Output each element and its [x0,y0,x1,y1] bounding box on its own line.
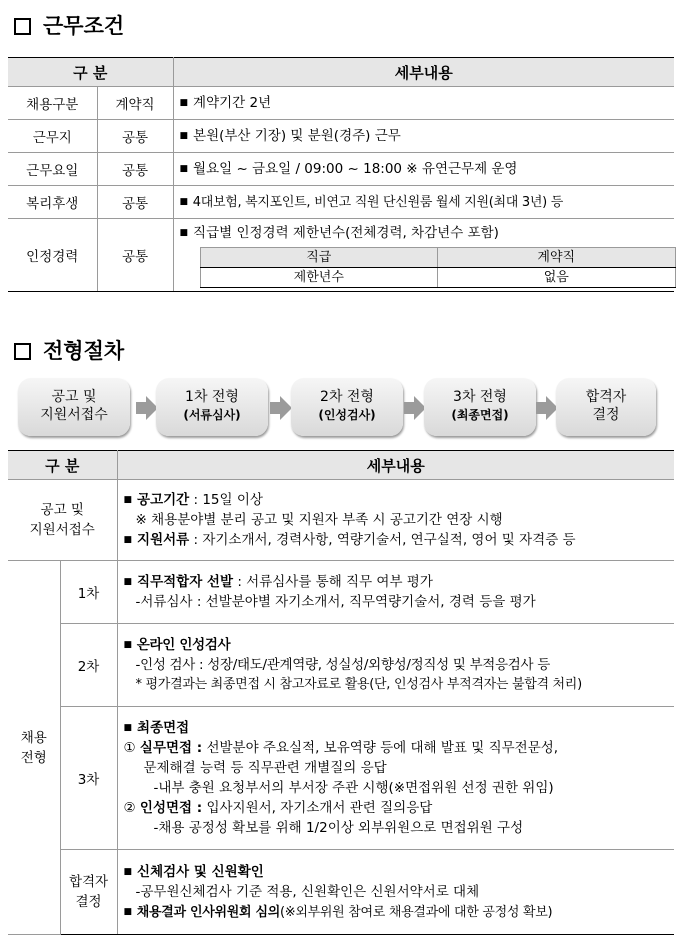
flow-step-line2: 지원서접수 [40,407,108,423]
table-row [8,186,674,219]
row-category: 근무지 [8,120,97,153]
header-category: 구 분 [8,58,173,87]
detail-bold: 지원서류 [137,532,190,548]
stage-label-line1: 합격자 [68,874,109,890]
row-detail [173,120,674,153]
arrow-right-icon [136,396,158,420]
group-category-line2: 전형 [20,749,47,766]
detail-line [124,862,675,882]
row-sub: 공통 [97,153,173,186]
row-category: 인정경력 [8,219,97,292]
row-detail-text: 계약기간 2년 [193,94,272,111]
row-detail [117,850,674,935]
detail-bold: 채용결과 인사위원회 심의 [136,904,281,920]
detail-line [124,798,675,818]
detail-text: (※외부위원 참여로 채용결과에 대한 공정성 확보) [280,904,553,920]
detail-text: 입사지원서, 자기소개서 관련 질의응답 [202,800,433,816]
detail-line [124,738,675,758]
row-sub: 계약직 [97,87,173,120]
flow-step-line2: (최종면접) [451,408,509,422]
square-icon [14,343,31,360]
flow-step-line2: 결정 [592,407,620,423]
detail-text: 선발분야 주요실적, 보유역량 등에 대해 발표 및 직무전문성, [202,740,559,756]
bullet-icon: ■ [179,130,189,141]
bullet-icon: ■ [179,196,188,207]
table-row [8,87,674,120]
flow-step [424,378,536,436]
bullet-icon: ■ [123,906,132,917]
subtable-header: 계약직 [438,248,676,268]
detail-line: -채용 공정성 확보를 위해 1/2이상 외부위원으로 면접위원 구성 [153,820,524,836]
detail-line [124,530,675,550]
detail-bold: 신체검사 및 신원확인 [137,863,264,880]
row-sub: 공통 [97,120,173,153]
row-category-line2: 지원서접수 [29,522,95,538]
bullet-icon: ■ [123,723,133,733]
table-row [8,624,674,707]
detail-line: -공무원신체검사 기준 적용, 신원확인은 신원서약서로 대체 [135,883,480,900]
detail-line [124,718,675,738]
bullet-icon: ■ [123,577,133,587]
detail-number: ② [123,800,136,816]
row-detail [117,561,674,624]
detail-line: 문제해결 능력 등 직무관련 개별질의 응답 [143,760,387,776]
detail-text: : 서류심사를 통해 직무 여부 평가 [233,574,433,590]
selection-process-table [8,450,674,935]
row-detail [173,87,674,120]
bullet-icon: ■ [123,535,133,545]
detail-bold: 최종면접 [137,720,190,736]
work-conditions-table [8,57,674,292]
flow-step-line1: 합격자 [585,389,627,405]
row-category [8,480,117,561]
section-title-work-conditions [14,10,124,40]
row-category-line1: 공고 및 [40,502,84,518]
row-detail-text: 월요일 ~ 금요일 / 09:00 ~ 18:00 ※ 유연근무제 운영 [193,160,518,177]
career-limit-subtable [200,247,676,288]
table-row [8,219,674,292]
bullet-icon: ■ [123,866,133,877]
section-title-selection-process [14,335,124,365]
row-detail [173,186,674,219]
stage-label-line2: 결정 [75,894,102,910]
section-title-text: 근무조건 [43,14,125,38]
table-row [8,120,674,153]
stage-label [60,850,117,935]
detail-bold: 인성면접 : [139,800,203,816]
detail-bold: 실무면접 : [139,740,203,756]
detail-line: ※ 채용분야별 분리 공고 및 지원자 부족 시 공고기간 연장 시행 [135,512,503,528]
stage-label: 3차 [60,707,117,850]
bullet-icon: ■ [123,495,133,505]
stage-label: 1차 [60,561,117,624]
row-detail-text: 직급별 인정경력 제한년수(전체경력, 차감년수 포함) [193,225,499,241]
bullet-icon: ■ [179,163,189,174]
detail-line: -인성 검사 : 성장/태도/관계역량, 성실성/외향성/정직성 및 부적응검사 등 [135,657,551,673]
arrow-right-icon [270,396,292,420]
detail-line: * 평가결과는 최종면접 시 참고자료로 활용(단, 인성검사 부적격자는 불합격 처리) [135,677,582,692]
header-detail: 세부내용 [173,58,674,87]
section-title-text: 전형절차 [43,339,125,363]
row-sub: 공통 [97,219,173,292]
detail-line: -내부 충원 요청부서의 부서장 주관 시행(※면접위원 선정 권한 위임) [153,780,554,796]
flow-step [556,378,656,436]
flow-step [291,378,403,436]
flow-step-line1: 공고 및 [51,389,97,405]
detail-line [124,572,675,592]
detail-number: ① [123,740,136,756]
detail-line [124,635,675,655]
subtable-cell: 제한년수 [200,268,438,288]
process-flow [18,378,668,438]
row-category: 채용구분 [8,87,97,120]
bullet-icon: ■ [123,640,132,650]
row-detail [173,153,674,186]
row-detail [117,707,674,850]
detail-line [124,490,675,510]
header-detail: 세부내용 [117,451,674,480]
header-category: 구 분 [8,451,117,480]
table-row [8,850,674,935]
row-detail [173,219,674,292]
flow-step-line1: 2차 전형 [320,389,374,405]
row-detail-text: 4대보험, 복지포인트, 비연고 직원 단신원룸 월세 지원(최대 3년) 등 [192,194,563,210]
flow-step-line2: (서류심사) [183,408,241,422]
table-row [8,480,674,561]
flow-step-line2: (인성검사) [318,408,376,422]
table-row [8,153,674,186]
detail-text: : 15일 이상 [189,492,263,508]
row-detail [117,480,674,561]
row-sub: 공통 [97,186,173,219]
flow-step [18,378,130,436]
flow-step-line1: 1차 전형 [185,389,239,405]
arrow-right-icon [536,396,558,420]
bullet-icon: ■ [179,228,189,238]
row-detail [117,624,674,707]
flow-step-line1: 3차 전형 [453,389,507,405]
detail-text: : 자기소개서, 경력사항, 역량기술서, 연구실적, 영어 및 자격증 등 [189,532,576,548]
table-row [8,707,674,850]
detail-bold: 온라인 인성검사 [136,637,231,653]
row-category: 근무요일 [8,153,97,186]
stage-label: 2차 [60,624,117,707]
arrow-right-icon [404,396,426,420]
detail-line: -서류심사 : 선발분야별 자기소개서, 직무역량기술서, 경력 등을 평가 [135,594,536,610]
detail-line [124,902,675,923]
group-category [8,561,60,935]
bullet-icon: ■ [179,97,189,108]
row-category: 복리후생 [8,186,97,219]
flow-step [156,378,268,436]
subtable-cell: 없음 [438,268,676,288]
detail-bold: 공고기간 [137,492,190,508]
detail-bold: 직무적합자 선발 [137,574,234,590]
row-detail-text: 본원(부산 기장) 및 분원(경주) 근무 [193,127,401,144]
subtable-header: 직급 [200,248,438,268]
table-row [8,561,674,624]
group-category-line1: 채용 [20,729,47,746]
square-icon [14,18,31,35]
